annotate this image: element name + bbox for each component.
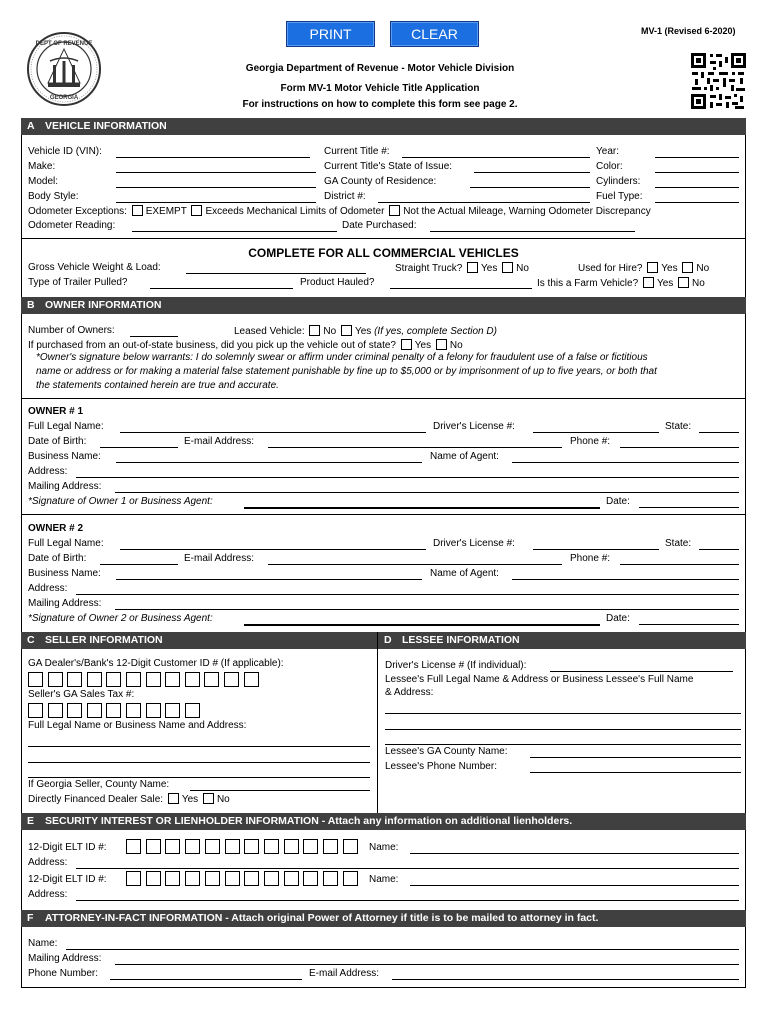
body-style-field[interactable] (116, 202, 316, 203)
current-title-label: Current Title #: (324, 146, 390, 157)
dealer-id-digit-box[interactable] (87, 672, 102, 687)
elt-digit-box[interactable] (225, 839, 240, 854)
date-purchased-label: Date Purchased: (342, 220, 417, 231)
mailing-label: Mailing Address: (28, 481, 102, 492)
elt-digit-box[interactable] (303, 871, 318, 886)
section-letter: A (27, 120, 35, 132)
product-hauled-field[interactable] (390, 288, 532, 289)
straight-truck-no-checkbox[interactable] (502, 262, 513, 273)
straight-truck-yes-checkbox[interactable] (467, 262, 478, 273)
yes-label: Yes (656, 278, 674, 289)
lessee-county-label: Lessee's GA County Name: (385, 746, 508, 757)
elt-digit-box[interactable] (323, 871, 338, 886)
full-name-label: Full Legal Name: (28, 538, 104, 549)
yes-label: Yes (414, 340, 432, 351)
year-field[interactable] (655, 157, 739, 158)
financed-label: Directly Financed Dealer Sale: (28, 794, 164, 805)
form-title: Form MV-1 Motor Vehicle Title Application (280, 83, 480, 94)
dealer-id-digit-box[interactable] (244, 672, 259, 687)
section-e-header (21, 813, 746, 830)
body-style-label: Body Style: (28, 191, 79, 202)
financed-yes-checkbox[interactable] (168, 793, 179, 804)
warrant-text: the statements contained herein are true and accurate. (36, 380, 279, 391)
phone-label: Phone #: (570, 436, 611, 447)
owner2-signature-field[interactable] (244, 624, 600, 626)
elt-digit-box[interactable] (126, 871, 141, 886)
attorney-name-label: Name: (28, 938, 58, 949)
lienholder-name-label: Name: (369, 842, 399, 853)
owner2-state-field[interactable] (699, 549, 739, 550)
date-label: Date: (606, 613, 630, 624)
state-label: State: (665, 538, 692, 549)
state-label: State: (665, 421, 692, 432)
section-d-header (378, 632, 746, 649)
trailer-label: Type of Trailer Pulled? (28, 277, 128, 288)
print-button[interactable]: PRINT (286, 21, 375, 47)
owner2-email-field[interactable] (268, 564, 562, 565)
vin-field[interactable] (116, 157, 310, 158)
elt-digit-box[interactable] (165, 871, 180, 886)
color-label: Color: (596, 161, 623, 172)
svg-text:DEPT OF REVENUE: DEPT OF REVENUE (35, 41, 93, 47)
exempt-label: EXEMPT (145, 206, 187, 217)
yes-label: Yes (181, 794, 199, 805)
owner2-name-field[interactable] (120, 549, 426, 550)
section-title: ATTORNEY-IN-FACT INFORMATION - Attach original Power of Attorney if title is to be mailed to attorney in fact. (45, 912, 599, 924)
section-c-header (21, 632, 377, 649)
owner2-dl-field[interactable] (533, 549, 659, 550)
lienholder2-name-field[interactable] (410, 885, 739, 886)
attorney-mailing-label: Mailing Address: (28, 953, 102, 964)
make-field[interactable] (116, 172, 316, 173)
sales-tax-digit-box[interactable] (146, 703, 161, 718)
no-label: No (692, 278, 705, 289)
qr-code-icon (690, 52, 747, 110)
title-state-field[interactable] (474, 172, 590, 173)
dealer-id-digit-box[interactable] (165, 672, 180, 687)
no-label: No (323, 326, 337, 337)
owner2-agent-field[interactable] (512, 579, 739, 580)
seller-address-field[interactable] (28, 762, 370, 763)
elt-digit-box[interactable] (323, 839, 338, 854)
lessee-dl-field[interactable] (550, 671, 733, 672)
exceeds-limits-checkbox[interactable] (191, 205, 202, 216)
agent-label: Name of Agent: (430, 568, 499, 579)
owner1-email-field[interactable] (268, 447, 562, 448)
lessee-county-field[interactable] (530, 757, 741, 758)
elt-digit-box[interactable] (205, 871, 220, 886)
exempt-checkbox[interactable] (132, 205, 143, 216)
lienholder1-name-field[interactable] (410, 853, 739, 854)
owner2-dob-field[interactable] (100, 564, 178, 565)
owner2-heading: OWNER # 2 (28, 523, 84, 534)
dealer-id-digit-box[interactable] (146, 672, 161, 687)
section-title: SECURITY INTEREST OR LIENHOLDER INFORMATION - Attach any information on additional lienholders. (45, 815, 573, 827)
trailer-field[interactable] (150, 288, 293, 289)
phone-label: Phone #: (570, 553, 611, 564)
num-owners-label: Number of Owners: (28, 325, 115, 336)
year-label: Year: (596, 146, 619, 157)
elt-label: 12-Digit ELT ID #: (28, 842, 107, 853)
dl-label: Driver's License #: (433, 421, 515, 432)
email-label: E-mail Address: (184, 553, 255, 564)
dealer-id-digit-box[interactable] (185, 672, 200, 687)
dob-label: Date of Birth: (28, 436, 87, 447)
vin-label: Vehicle ID (VIN): (28, 146, 102, 157)
elt-digit-box[interactable] (264, 839, 279, 854)
sig1-label: *Signature of Owner 1 or Business Agent: (28, 496, 213, 507)
num-owners-field[interactable] (130, 336, 178, 337)
sales-tax-digit-box[interactable] (185, 703, 200, 718)
out-of-state-no-checkbox[interactable] (436, 339, 447, 350)
elt-digit-box[interactable] (165, 839, 180, 854)
no-label: No (216, 794, 230, 805)
owner1-state-field[interactable] (699, 432, 739, 433)
elt-digit-box[interactable] (146, 839, 161, 854)
no-label: No (696, 263, 710, 274)
dealer-id-digit-box[interactable] (106, 672, 121, 687)
attorney-email-label: E-mail Address: (309, 968, 380, 979)
agent-label: Name of Agent: (430, 451, 499, 462)
warrant-text: name or address or for making a material false statement punishable by fine up to $5,000 or by imprisonment of up to five years, or both that (36, 366, 657, 377)
used-hire-row (578, 262, 709, 275)
dealer-id-label: GA Dealer's/Bank's 12-Digit Customer ID # (If applicable): (28, 658, 284, 669)
attorney-email-field[interactable] (392, 979, 739, 980)
out-of-state-label: If purchased from an out-of-state business, did you pick up the vehicle out of state? (28, 340, 396, 351)
lessee-phone-field[interactable] (530, 772, 741, 773)
owner1-business-field[interactable] (116, 462, 422, 463)
district-field[interactable] (378, 202, 590, 203)
section-title: VEHICLE INFORMATION (45, 120, 167, 132)
commercial-heading: COMPLETE FOR ALL COMMERCIAL VEHICLES (248, 246, 519, 260)
sales-tax-digit-box[interactable] (28, 703, 43, 718)
owner1-phone-field[interactable] (620, 447, 739, 448)
district-label: District #: (324, 191, 366, 202)
sales-tax-digit-box[interactable] (126, 703, 141, 718)
full-name-label: Full Legal Name: (28, 421, 104, 432)
elt-digit-box[interactable] (343, 839, 358, 854)
dealer-id-digit-box[interactable] (48, 672, 63, 687)
elt-digit-box[interactable] (303, 839, 318, 854)
fuel-type-field[interactable] (655, 202, 739, 203)
used-hire-yes-checkbox[interactable] (647, 262, 658, 273)
attorney-mailing-field[interactable] (115, 964, 739, 965)
sales-tax-digit-box[interactable] (165, 703, 180, 718)
elt-digit-box[interactable] (185, 839, 200, 854)
dl-label: Driver's License #: (433, 538, 515, 549)
elt-digit-box[interactable] (146, 871, 161, 886)
owner1-dl-field[interactable] (533, 432, 659, 433)
section-letter: E (27, 815, 35, 827)
fuel-type-label: Fuel Type: (596, 191, 643, 202)
lessee-dl-label: Driver's License # (If individual): (385, 660, 527, 671)
leased-no-checkbox[interactable] (309, 325, 320, 336)
date-purchased-field[interactable] (430, 231, 635, 232)
elt-digit-box[interactable] (185, 871, 200, 886)
elt-label: 12-Digit ELT ID #: (28, 874, 107, 885)
current-title-field[interactable] (402, 157, 590, 158)
leased-yes-checkbox[interactable] (341, 325, 352, 336)
attorney-phone-label: Phone Number: (28, 968, 99, 979)
clear-button[interactable]: CLEAR (390, 21, 479, 47)
georgia-seal-logo (26, 31, 102, 107)
owner2-mailing-field[interactable] (115, 609, 739, 610)
owner1-agent-field[interactable] (512, 462, 739, 463)
lessee-name-label: Lessee's Full Legal Name & Address or Business Lessee's Full Name (385, 674, 694, 685)
lessee-name-label: & Address: (385, 687, 434, 698)
seller-county-field[interactable] (190, 790, 370, 791)
elt-digit-box[interactable] (284, 839, 299, 854)
seller-county-label: If Georgia Seller, County Name: (28, 779, 170, 790)
email-label: E-mail Address: (184, 436, 255, 447)
exceeds-limits-label: Exceeds Mechanical Limits of Odometer (205, 206, 385, 217)
divider (21, 514, 746, 515)
farm-vehicle-label: Is this a Farm Vehicle? (537, 278, 639, 289)
owner1-name-field[interactable] (120, 432, 426, 433)
sig2-label: *Signature of Owner 2 or Business Agent: (28, 613, 213, 624)
owner1-signature-field[interactable] (244, 507, 600, 509)
yes-label: Yes (661, 263, 678, 274)
instructions-note: For instructions on how to complete this form see page 2. (242, 99, 518, 110)
lessee-address-field[interactable] (385, 744, 741, 745)
county-field[interactable] (470, 187, 590, 188)
cylinders-label: Cylinders: (596, 176, 641, 187)
financed-row (28, 793, 230, 806)
owner1-mailing-field[interactable] (115, 492, 739, 493)
attorney-name-field[interactable] (66, 949, 739, 950)
svg-text:GEORGIA: GEORGIA (49, 95, 79, 101)
sales-tax-digit-box[interactable] (48, 703, 63, 718)
make-label: Make: (28, 161, 56, 172)
lessee-address-field[interactable] (385, 713, 741, 714)
county-label: GA County of Residence: (324, 176, 437, 187)
out-of-state-yes-checkbox[interactable] (401, 339, 412, 350)
sales-tax-digit-box[interactable] (106, 703, 121, 718)
not-actual-mileage-label: Not the Actual Mileage, Warning Odometer Discrepancy (403, 206, 651, 217)
yes-label: Yes (354, 326, 372, 337)
lessee-phone-label: Lessee's Phone Number: (385, 761, 497, 772)
dealer-id-digit-box[interactable] (204, 672, 219, 687)
dealer-id-digit-box[interactable] (224, 672, 239, 687)
elt-digit-box[interactable] (244, 839, 259, 854)
out-of-state-row (28, 339, 463, 352)
dealer-id-digit-box[interactable] (28, 672, 43, 687)
odometer-reading-field[interactable] (132, 231, 337, 232)
seller-name-label: Full Legal Name or Business Name and Address: (28, 720, 247, 731)
section-letter: D (384, 634, 392, 646)
elt-digit-box[interactable] (205, 839, 220, 854)
farm-vehicle-row (537, 277, 705, 290)
lienholder2-address-field[interactable] (76, 900, 739, 901)
model-field[interactable] (116, 187, 316, 188)
cylinders-field[interactable] (655, 187, 739, 188)
odometer-exceptions-row (28, 205, 651, 218)
leased-vehicle-row (234, 325, 497, 338)
owner1-address-field[interactable] (76, 477, 739, 478)
owner2-date-field[interactable] (639, 624, 739, 625)
owner2-phone-field[interactable] (620, 564, 739, 565)
section-a-header (21, 118, 746, 135)
odometer-reading-label: Odometer Reading: (28, 220, 116, 231)
divider (21, 398, 746, 399)
owner1-heading: OWNER # 1 (28, 406, 84, 417)
column-divider (377, 632, 378, 813)
address-label: Address: (28, 583, 68, 594)
owner2-address-field[interactable] (76, 594, 739, 595)
used-hire-label: Used for Hire? (578, 263, 643, 274)
elt-digit-box[interactable] (126, 839, 141, 854)
section-title: OWNER INFORMATION (45, 299, 162, 311)
yes-label: Yes (481, 263, 498, 274)
elt-digit-box[interactable] (264, 871, 279, 886)
form-id: MV-1 (Revised 6-2020) (641, 26, 736, 36)
elt-digit-box[interactable] (343, 871, 358, 886)
section-title: LESSEE INFORMATION (402, 634, 520, 646)
lienholder1-address-field[interactable] (76, 868, 739, 869)
farm-yes-checkbox[interactable] (643, 277, 654, 288)
farm-no-checkbox[interactable] (678, 277, 689, 288)
straight-truck-row (395, 262, 529, 275)
elt-digit-box[interactable] (225, 871, 240, 886)
page-title: Georgia Department of Revenue - Motor Vehicle Division (245, 63, 515, 74)
sales-tax-digit-box[interactable] (67, 703, 82, 718)
section-letter: C (27, 634, 35, 646)
seller-address-field[interactable] (28, 746, 370, 747)
attorney-phone-field[interactable] (110, 979, 302, 980)
financed-no-checkbox[interactable] (203, 793, 214, 804)
leased-note: (If yes, complete Section D) (374, 326, 497, 337)
business-label: Business Name: (28, 568, 101, 579)
model-label: Model: (28, 176, 59, 187)
no-label: No (449, 340, 463, 351)
elt-digit-box[interactable] (284, 871, 299, 886)
owner2-business-field[interactable] (116, 579, 422, 580)
lienholder-address-label: Address: (28, 857, 68, 868)
section-letter: F (27, 912, 34, 924)
section-title: SELLER INFORMATION (45, 634, 163, 646)
elt-digit-box[interactable] (244, 871, 259, 886)
gvw-label: Gross Vehicle Weight & Load: (28, 262, 161, 273)
odometer-exceptions-label: Odometer Exceptions: (28, 206, 127, 217)
lienholder-name-label: Name: (369, 874, 399, 885)
lienholder-address-label: Address: (28, 889, 68, 900)
color-field[interactable] (655, 172, 739, 173)
divider (21, 238, 746, 239)
owner1-date-field[interactable] (639, 507, 739, 508)
sales-tax-label: Seller's GA Sales Tax #: (28, 689, 135, 700)
no-label: No (516, 263, 529, 274)
address-label: Address: (28, 466, 68, 477)
dob-label: Date of Birth: (28, 553, 87, 564)
section-b-header (21, 297, 746, 314)
warrant-text: *Owner's signature below warrants: I do solemnly swear or affirm under criminal penalty of a felony for fraudulent use of a false or fictitious (36, 352, 648, 363)
owner1-dob-field[interactable] (100, 447, 178, 448)
straight-truck-label: Straight Truck? (395, 263, 463, 274)
product-hauled-label: Product Hauled? (300, 277, 375, 288)
date-label: Date: (606, 496, 630, 507)
dealer-id-digit-box[interactable] (126, 672, 141, 687)
section-f-header (21, 910, 746, 927)
gvw-field[interactable] (186, 273, 366, 274)
title-state-label: Current Title's State of Issue: (324, 161, 453, 172)
dealer-id-digit-box[interactable] (67, 672, 82, 687)
seller-address-field[interactable] (28, 777, 370, 778)
leased-vehicle-label: Leased Vehicle: (234, 326, 305, 337)
sales-tax-digit-box[interactable] (87, 703, 102, 718)
section-letter: B (27, 299, 35, 311)
business-label: Business Name: (28, 451, 101, 462)
not-actual-mileage-checkbox[interactable] (389, 205, 400, 216)
lessee-address-field[interactable] (385, 729, 741, 730)
mailing-label: Mailing Address: (28, 598, 102, 609)
used-hire-no-checkbox[interactable] (682, 262, 693, 273)
